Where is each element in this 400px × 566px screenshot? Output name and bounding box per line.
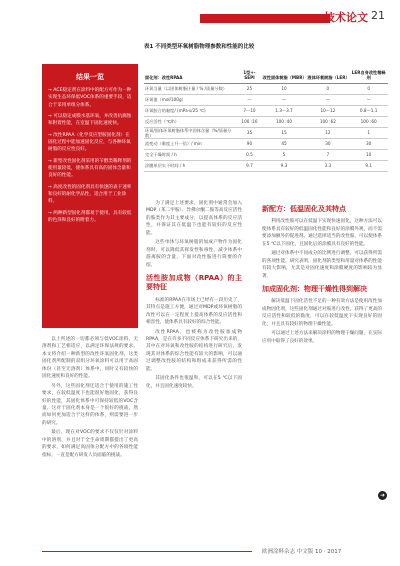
table-cell: 完全干燥时间 / h — [144, 149, 237, 160]
table-cell: 9.1 — [349, 160, 388, 171]
table-cell: 10 — [349, 149, 388, 160]
table-row — [144, 149, 388, 160]
table-cell: 25 — [237, 83, 261, 94]
body-paragraph: 通过对体系中不同成分的比例进行调整，可以获得所需的各项性能。研究表明，固化剂的类型和用量对体系的性能有较大影响，尤其是对固化速度和涂膜硬度的影响较为显著。 — [262, 251, 382, 279]
arrow-right-icon[interactable]: ➜ — [379, 492, 386, 499]
table-body — [144, 83, 388, 171]
table-cell: 45 — [262, 138, 307, 149]
table-cell: 0 — [306, 83, 349, 94]
summary-item: → 两种新型固化剂都易于使用，具有较低的色泽和良好的附着力。 — [48, 210, 132, 224]
table-cell: — — [237, 94, 261, 105]
table-cell: — — [262, 94, 307, 105]
body-paragraph: 其固化条件也很温和，可以在5 ℃以下固化，并且固化速度较快。 — [146, 376, 242, 389]
table-row — [144, 105, 388, 116]
properties-table — [144, 68, 388, 172]
table-header-cell: 1型+-SEPI — [237, 68, 261, 83]
article-column-2 — [146, 200, 242, 392]
summary-item: → 可以稳定成膜水基环氧，并改善抗腐蚀和附着性能，在室温下固化速度快。 — [48, 114, 132, 127]
page-number: 21 — [371, 9, 385, 22]
summary-item: → 改性RPAA（化学反应型胺固化剂）在固化过程中能加速固化反应，与各种环氧树脂的反应性良好。 — [48, 132, 131, 153]
summary-list — [48, 87, 132, 225]
table-cell: 5 — [262, 149, 307, 160]
section-heading: 活性胺加成物（RPAA）的主要特征 — [146, 273, 242, 292]
body-paragraph: 另外，这些固化剂还适合于使用的施工性要求，在较低温度下也能很好地固化，获得良好的性能，其固化体系中可保持较低的VOC含量。这对于固化剂本身是一个很好的挑战，然而如何更加适合于这样的体系，则需要进一步的研究。 — [42, 383, 138, 426]
article-column-3 — [262, 200, 382, 347]
table-cell: 100 :40 — [262, 116, 307, 127]
table-cell: — — [349, 94, 388, 105]
table-cell: 100 :60 — [349, 116, 388, 127]
table-cell: 0 — [349, 83, 388, 94]
table-row — [144, 94, 388, 105]
table-header-row — [144, 68, 388, 83]
section-heading: 新配方：低温固化及其特点 — [262, 205, 346, 213]
body-paragraph: 标准的RPAA在市场上已经有一段历史了，其特点是施工方便，通过对MDP或环氧树脂的改性可以在一定程度上提高体系的反应活性和相容性，使体系具有较好的综合性能。 — [146, 297, 242, 326]
table-cell: 0.5 — [237, 149, 261, 160]
table-header-cell: 固化剂：改性RPAA — [144, 68, 237, 83]
table-cell: 涂膜单层实干时间 / h — [144, 160, 237, 171]
table-row — [144, 160, 388, 171]
table-row — [144, 127, 388, 138]
table-cell: 3.3 — [306, 160, 349, 171]
table-cell: 10 — [262, 83, 307, 94]
table-cell: 9.7 — [237, 160, 261, 171]
table-cell: 7～10 — [237, 105, 261, 116]
summary-item: → ACE稳定剂在涂料中的配方可作为一种实现生态环保低VOC体系的重要手段，适合于采用单组分体系。 — [48, 88, 132, 108]
table-caption: 表1 不同类型环氧树脂物理参数和性能的比较 — [144, 44, 255, 50]
table-cell: 环氧/固体环氧树脂体系中固体含量（%/质量分数） — [144, 127, 237, 138]
body-paragraph: 为了满足上述要求，固化剂中通常会加入MDP（苯二甲胺）、异佛尔酮二胺等高反应活性的胺类作为其主要成分，以提高体系的反应活性，并保证其在低温下也能有较好的反应性能。 — [146, 201, 242, 236]
table-cell: 30 — [306, 138, 349, 149]
section-heading: 加成固化剂：物理干燥性得到解决 — [262, 284, 367, 293]
section-title: 技术论文 — [324, 11, 368, 24]
body-paragraph: 利用改性胺可以在低温下实现快速固化，这种方法可以使体系具有较好的低温固化性能和良好的涂膜外观，而不需要添加额外的促进剂。通过选择适当的改性胺，可以使体系在5 ℃以下固化，且固化后的涂膜具有良好的性能。 — [262, 219, 382, 247]
table-row — [144, 116, 388, 127]
table-cell: 反应活性（℃/h） — [144, 116, 237, 127]
table-cell: 30 — [349, 138, 388, 149]
header-accent-bar — [200, 14, 330, 23]
table-cell: 7 — [306, 149, 349, 160]
journal-name: 欧洲涂料杂志 中文版 10 · 2017 — [262, 549, 342, 555]
table-cell: 1 — [349, 127, 388, 138]
article-column-1 — [42, 336, 138, 461]
table-cell: 100 :16 — [237, 116, 261, 127]
table-header-cell: LER自身改性稀释剂 — [349, 68, 388, 83]
summary-title: 结果一览 — [76, 73, 104, 81]
body-paragraph: 改性RPAA，也被称为改性胺加成物RPAA，是在许多不同反应体系下研究出来的，其中在对环氧和改性胺的结构进行研究后，发现其对体系的综合性能有较大的影响，可以通过调整改性胺的结构和组成来获得所需的性能。 — [146, 329, 242, 372]
table-cell: 环氧当量（以固体树脂计量 / % /质量分数） — [144, 83, 237, 94]
table-header-cell: 液体环氧树脂（LER） — [306, 68, 349, 83]
table-row — [144, 83, 388, 94]
summary-item: → 高度改性的固化剂具有快速的表干速率和良好的耐化学品性，适合用于工业涂料。 — [48, 184, 132, 205]
table-cell: — — [306, 94, 349, 105]
body-paragraph: 以上所述的一切都必须与低VOC涂料、无溶剂和工艺相适应，以满足环保法规的要求。本文将介绍一种新型的改性环氧固化剂，这类固化剂所配制的双组分环氧涂料可以用于高固体份（甚至无溶剂）体系中，同时又有较快的固化速度和良好的性能。 — [42, 337, 138, 380]
table-cell: 10～12 — [306, 105, 349, 116]
body-paragraph: 可以通过上述方法来解决涂料的物理干燥问题，在实际应用中取得了良好的效果。 — [262, 331, 382, 344]
summary-box — [42, 64, 138, 328]
body-paragraph: 这些单体与环氧树脂的加成产物作为固化剂时，可以降低其挥发性和毒性，减少体系中游离胺的含量，下面对改性胺进行简要的介绍。 — [146, 240, 242, 268]
table-cell: 100 :62 — [306, 116, 349, 127]
page-header — [0, 0, 400, 34]
table-cell: 90 — [237, 138, 261, 149]
table-cell: 9.3 — [262, 160, 307, 171]
table-cell: 15 — [262, 127, 307, 138]
summary-item: → 新型改性固化剂采用的苄醇类稀释剂的使用量较低，使体系具有高的固体含量和良好的性能。 — [48, 158, 132, 179]
table-row — [144, 138, 388, 149]
table-cell: 35 — [237, 127, 261, 138]
table-cell: 环氧值（mol/100g） — [144, 94, 237, 105]
table-cell: 环氧胶合的黏度/ (mPa·s/25 ℃) — [144, 105, 237, 116]
body-paragraph: 最后，现在对VOC的要求不仅仅针对涂料中的溶剂，并且对于全生命周期都提出了更高的要求，如何满足高固体分配方中的各项性能指标，一直是配方研发人员面临的挑战。 — [42, 430, 138, 458]
table-cell: 1.3～3.7 — [262, 105, 307, 116]
body-paragraph: 解决低温下固化活性不足的一种有效方法是使用改性加成物固化剂，这些固化剂通过对胺进行改性，获得了更高的反应活性和较低的黏度，可以在较低温度下实现良好的固化，并且具有较好的物理干燥性能。 — [262, 299, 382, 327]
table-header-cell: 改性固体树脂（MBR） — [262, 68, 307, 83]
table-cell: 12 — [306, 127, 349, 138]
page-footer — [0, 547, 400, 557]
table-cell: 0.8～1.1 — [349, 105, 388, 116]
footer-divider — [42, 551, 252, 552]
table-cell: 流变动（黏度上升一倍）/ min — [144, 138, 237, 149]
